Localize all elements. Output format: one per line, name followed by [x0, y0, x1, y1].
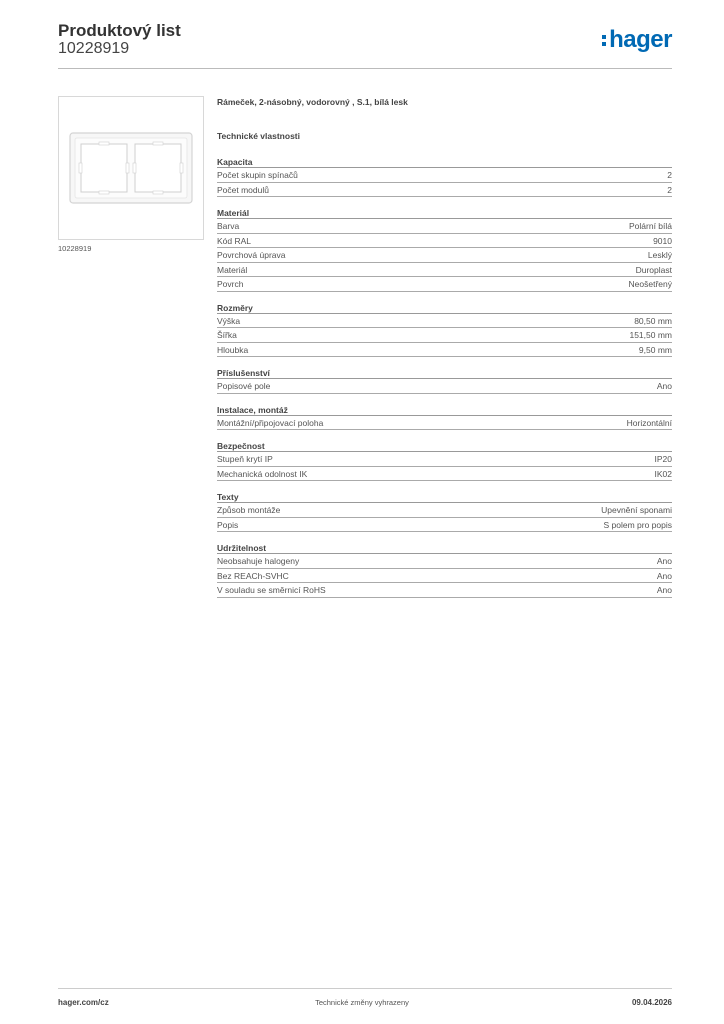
header-divider: [58, 68, 672, 69]
spec-section: [217, 440, 672, 481]
section-title: Rozměry: [217, 302, 672, 314]
image-caption: 10228919: [58, 244, 92, 253]
spec-section: [217, 156, 672, 197]
spec-label: Bez REACh-SVHC: [217, 570, 289, 581]
spec-value: Horizontální: [626, 417, 672, 428]
section-title: Udržitelnost: [217, 542, 672, 554]
spec-sections: [217, 156, 672, 598]
spec-value: Ano: [656, 556, 672, 566]
spec-label: Neobsahuje halogeny: [217, 556, 300, 566]
spec-row: [217, 583, 672, 598]
spec-row: [217, 467, 672, 482]
spec-label: Stupeň krytí IP: [217, 454, 273, 464]
spec-row: [217, 452, 672, 467]
spec-label: Popis: [217, 519, 239, 530]
spec-row: [217, 234, 672, 249]
spec-row: [217, 248, 672, 263]
section-title: Texty: [217, 491, 672, 503]
spec-section: [217, 207, 672, 292]
spec-section: [217, 367, 672, 394]
spec-section: [217, 302, 672, 358]
section-title: Kapacita: [217, 156, 672, 168]
spec-label: Povrchová úprava: [217, 250, 286, 260]
footer-notice: Technické změny vyhrazeny: [315, 998, 409, 1007]
spec-label: Šířka: [217, 330, 237, 340]
hager-logo: [602, 28, 672, 52]
spec-value: S polem pro popis: [603, 519, 672, 530]
product-description: Rámeček, 2-násobný, vodorovný , S.1, bílá lesk: [217, 97, 408, 107]
footer-divider: [58, 988, 672, 989]
logo-text: hager: [609, 26, 672, 53]
spec-section: [217, 404, 672, 431]
logo-dots-icon: [602, 35, 606, 46]
spec-value: Neošetřený: [628, 279, 672, 289]
spec-content: [217, 96, 672, 608]
spec-value: Duroplast: [635, 264, 672, 275]
spec-row: [217, 569, 672, 584]
spec-row: [217, 183, 672, 198]
spec-row: [217, 503, 672, 518]
product-number: 10228919: [58, 40, 130, 57]
spec-label: Počet modulů: [217, 184, 269, 195]
spec-label: Montážní/připojovací poloha: [217, 417, 324, 428]
spec-row: [217, 379, 672, 394]
section-title: Instalace, montáž: [217, 404, 672, 416]
product-image: [58, 96, 204, 240]
spec-value: 80,50 mm: [634, 315, 672, 326]
spec-label: Barva: [217, 221, 240, 231]
spec-row: [217, 263, 672, 278]
spec-row: [217, 518, 672, 533]
spec-value: IP20: [654, 454, 672, 464]
spec-row: [217, 328, 672, 343]
double-frame-icon: [69, 132, 193, 204]
spec-label: Kód RAL: [217, 235, 252, 246]
spec-value: Ano: [656, 381, 672, 391]
section-title: Bezpečnost: [217, 440, 672, 452]
spec-label: Materiál: [217, 264, 248, 275]
spec-label: Mechanická odolnost IK: [217, 468, 308, 479]
spec-section: [217, 542, 672, 598]
spec-value: 9010: [653, 235, 672, 246]
spec-label: Popisové pole: [217, 381, 271, 391]
spec-row: [217, 416, 672, 431]
spec-value: 9,50 mm: [638, 344, 672, 355]
tech-properties-title: Technické vlastnosti: [217, 131, 300, 141]
spec-row: [217, 168, 672, 183]
footer-website: hager.com/cz: [58, 998, 109, 1007]
spec-value: Ano: [656, 570, 672, 581]
spec-label: Způsob montáže: [217, 505, 281, 515]
page-title: Produktový list: [58, 21, 181, 40]
spec-value: Ano: [656, 585, 672, 595]
spec-label: Počet skupin spínačů: [217, 170, 298, 180]
spec-row: [217, 219, 672, 234]
spec-value: 2: [667, 170, 672, 180]
spec-row: [217, 314, 672, 329]
spec-section: [217, 491, 672, 532]
spec-label: Povrch: [217, 279, 244, 289]
spec-value: Polární bílá: [629, 221, 672, 231]
spec-value: Upevnění sponami: [601, 505, 672, 515]
spec-value: IK02: [654, 468, 672, 479]
spec-value: Lesklý: [647, 250, 672, 260]
spec-label: Výška: [217, 315, 241, 326]
spec-value: 2: [667, 184, 672, 195]
spec-label: V souladu se směrnicí RoHS: [217, 585, 326, 595]
spec-row: [217, 343, 672, 358]
spec-row: [217, 277, 672, 292]
spec-label: Hloubka: [217, 344, 249, 355]
spec-value: 151,50 mm: [629, 330, 672, 340]
footer-date: 09.04.2026: [631, 998, 672, 1007]
section-title: Příslušenství: [217, 367, 672, 379]
section-title: Materiál: [217, 207, 672, 219]
spec-row: [217, 554, 672, 569]
